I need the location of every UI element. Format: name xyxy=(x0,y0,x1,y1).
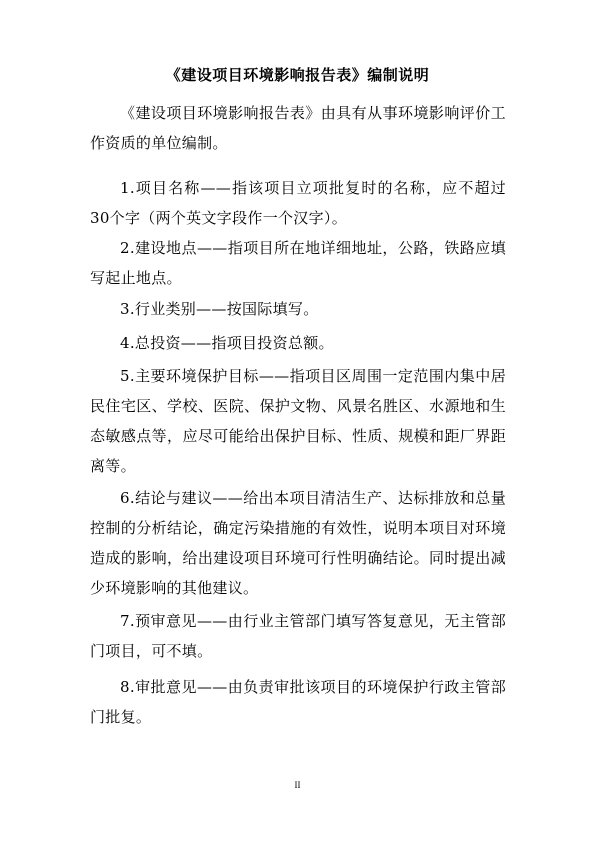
intro-paragraph: 《建设项目环境影响报告表》由具有从事环境影响评价工作资质的单位编制。 xyxy=(90,104,506,152)
item-construction-location: 2.建设地点——指项目所在地详细地址，公路，铁路应填写起止地点。 xyxy=(90,239,506,287)
item-protection-targets: 5.主要环境保护目标——指项目区周围一定范围内集中居民住宅区、学校、医院、保护文物、风景名胜区、水源地和生态敏感点等，应尽可能给出保护目标、性质、规模和距厂界距离等。 xyxy=(90,367,506,475)
item-pre-review: 7.预审意见——由行业主管部门填写答复意见，无主管部门项目，可不填。 xyxy=(90,612,506,660)
item-conclusion: 6.结论与建议——给出本项目清洁生产、达标排放和总量控制的分析结论，确定污染措施的有效性，说明本项目对环境造成的影响，给出建设项目环境可行性明确结论。同时提出减少环境影响的其他建议。 xyxy=(90,489,506,597)
page-number: II xyxy=(294,780,301,790)
item-approval: 8.审批意见——由负责审批该项目的环境保护行政主管部门批复。 xyxy=(90,678,506,726)
item-industry-category: 3.行业类别——按国际填写。 xyxy=(120,300,319,318)
page-title: 《建设项目环境影响报告表》编制说明 xyxy=(165,66,430,84)
item-project-name: 1.项目名称——指该项目立项批复时的名称，应不超过30个字（两个英文字段作一个汉字）。 xyxy=(90,179,506,227)
item-total-investment: 4.总投资——指项目投资总额。 xyxy=(120,334,334,352)
